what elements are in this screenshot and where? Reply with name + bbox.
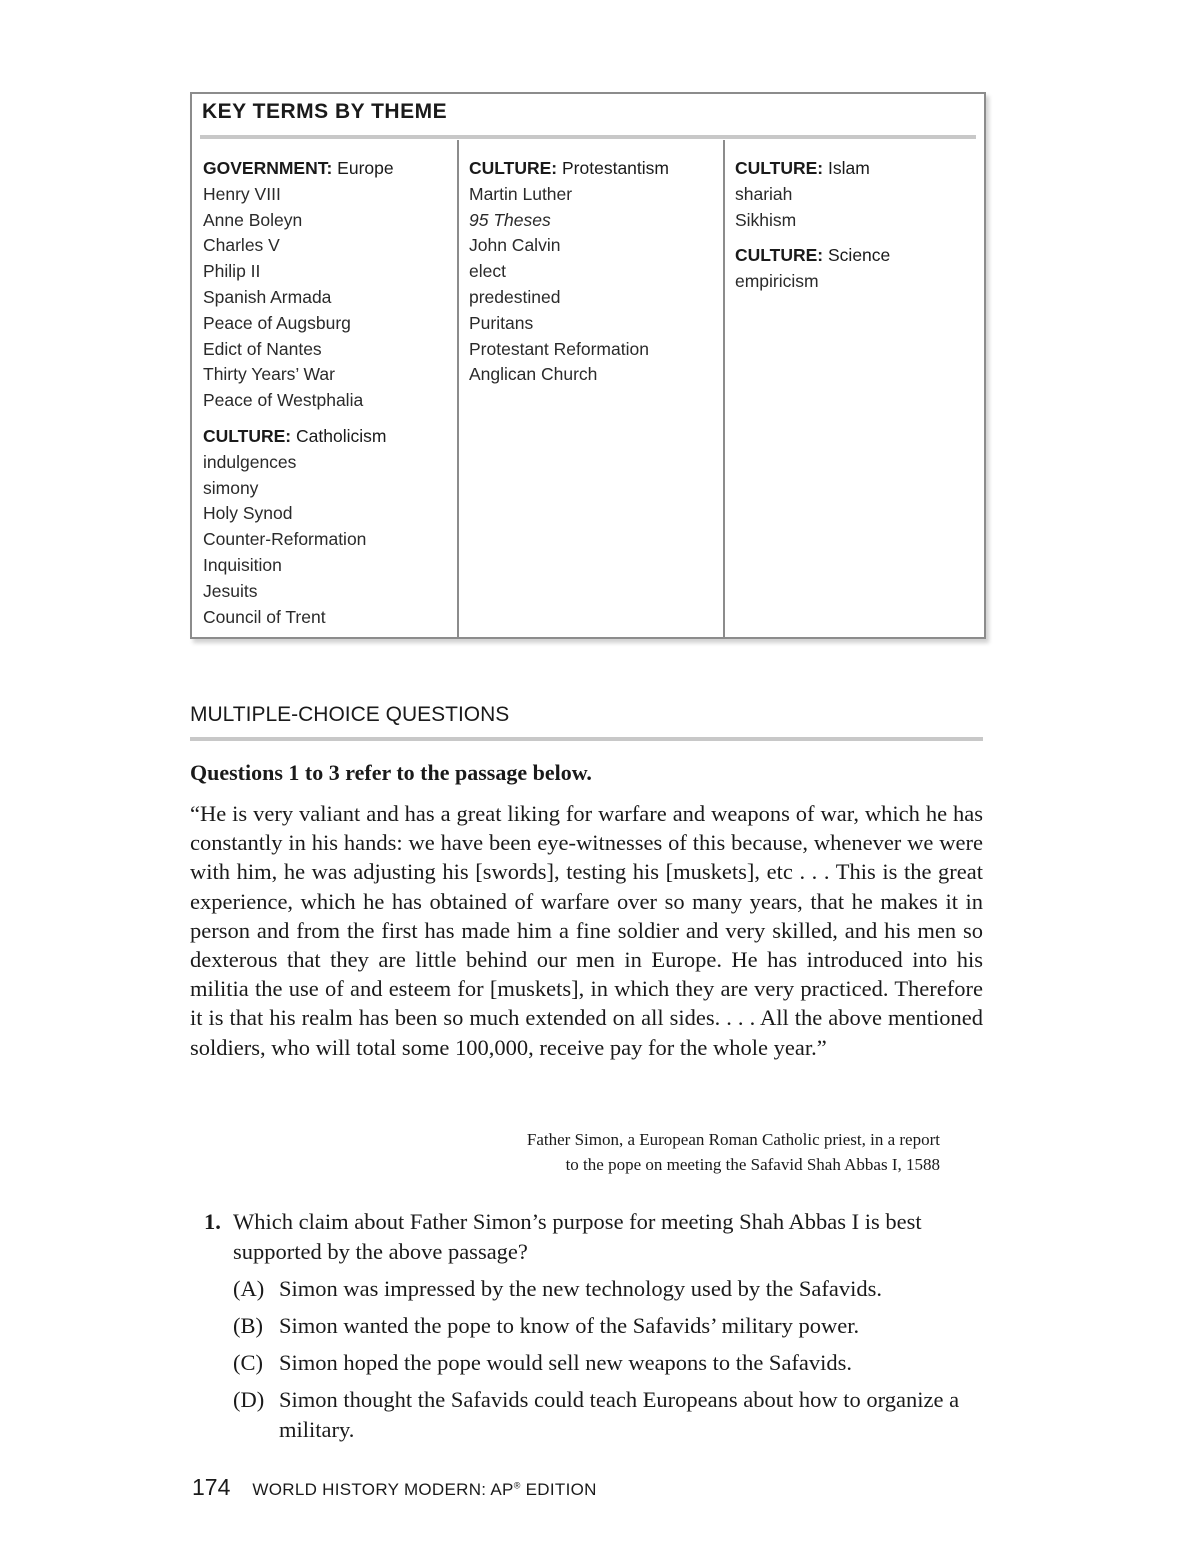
passage-text: “He is very valiant and has a great liking for warfare and weapons of war, which he has constantly in his hands: we have been eye-witnesses of this because, whenever we were with him, he was adjusting his [swords], testing his [muskets], etc . . . This is the great experience, which he has obtained of warfare over so many years, that he makes it in person and from the first has made him a fine soldier and very skilled, and his men so dexterous that they are little behind our men in Europe. He has introduced into his militia the use of and esteem for [muskets], in which they are very practiced. Therefore it is that his realm has been so much extended on all sides. . . . All the above mentioned soldiers, who will total some 100,000, receive pay for the whole year.” xyxy=(190,801,983,1060)
choice-letter: (C) xyxy=(233,1350,263,1375)
passage-intro: Questions 1 to 3 refer to the passage below. xyxy=(190,760,592,785)
term: Thirty Years’ War xyxy=(203,364,335,385)
key-terms-divider xyxy=(200,135,976,139)
key-terms-column-islam-science xyxy=(723,140,984,637)
term: shariah xyxy=(735,183,793,204)
term: empiricism xyxy=(735,271,819,292)
term: Council of Trent xyxy=(203,606,326,627)
term: John Calvin xyxy=(469,235,561,256)
term: Henry VIII xyxy=(203,183,281,204)
choice-letter: (B) xyxy=(233,1313,263,1338)
question-number: 1. xyxy=(204,1209,221,1234)
term: predestined xyxy=(469,286,561,307)
term: Counter-Reformation xyxy=(203,529,367,550)
term: Charles V xyxy=(203,235,280,256)
term: Holy Synod xyxy=(203,503,293,524)
term: Peace of Westphalia xyxy=(203,390,364,411)
choice-text: Simon thought the Safavids could teach Europeans about how to organize a military. xyxy=(279,1387,960,1442)
choice-letter: (A) xyxy=(233,1276,265,1301)
key-terms-title: KEY TERMS BY THEME xyxy=(202,100,448,123)
key-terms-column-government xyxy=(192,140,457,637)
choice-text: Simon was impressed by the new technology used by the Safavids. xyxy=(279,1276,883,1301)
mcq-section-title: MULTIPLE-CHOICE QUESTIONS xyxy=(190,703,510,726)
term: Anglican Church xyxy=(469,364,598,385)
choice-text: Simon wanted the pope to know of the Safavids’ military power. xyxy=(279,1313,860,1338)
choice-letter: (D) xyxy=(233,1387,265,1412)
term: Spanish Armada xyxy=(203,286,332,307)
term: simony xyxy=(203,477,259,498)
key-terms-box xyxy=(190,92,986,639)
page-number: 174 xyxy=(192,1474,231,1500)
attribution-line: to the pope on meeting the Safavid Shah Abbas I, 1588 xyxy=(565,1155,940,1174)
section-heading-protestantism: CULTURE: Protestantism xyxy=(469,158,669,178)
page-footer xyxy=(192,1474,597,1501)
question-stem: Which claim about Father Simon’s purpose for meeting Shah Abbas I is best supported by the above passage? xyxy=(233,1209,922,1264)
term: Edict of Nantes xyxy=(203,338,322,359)
section-heading-islam: CULTURE: Islam xyxy=(735,158,870,178)
key-terms-column-protestantism xyxy=(457,140,723,637)
section-heading-science: CULTURE: Science xyxy=(735,245,891,266)
term: Martin Luther xyxy=(469,183,573,204)
term: Anne Boleyn xyxy=(203,209,303,230)
term: Puritans xyxy=(469,312,534,333)
section-heading-catholicism: CULTURE: Catholicism xyxy=(203,425,387,446)
term: indulgences xyxy=(203,451,297,472)
choice-text: Simon hoped the pope would sell new weapons to the Safavids. xyxy=(279,1350,853,1375)
term: Jesuits xyxy=(203,580,258,601)
term: elect xyxy=(469,261,506,282)
mcq-divider xyxy=(190,737,983,741)
term: 95 Theses xyxy=(469,209,551,230)
book-title: WORLD HISTORY MODERN: AP® EDITION xyxy=(252,1480,597,1499)
term: Peace of Augsburg xyxy=(203,312,351,333)
passage-attribution xyxy=(380,1127,940,1177)
section-heading-government: GOVERNMENT: Europe xyxy=(203,158,394,178)
term: Sikhism xyxy=(735,209,797,230)
term: Philip II xyxy=(203,261,261,282)
term: Protestant Reformation xyxy=(469,338,649,359)
term: Inquisition xyxy=(203,554,282,575)
attribution-line: Father Simon, a European Roman Catholic priest, in a report xyxy=(526,1130,940,1149)
